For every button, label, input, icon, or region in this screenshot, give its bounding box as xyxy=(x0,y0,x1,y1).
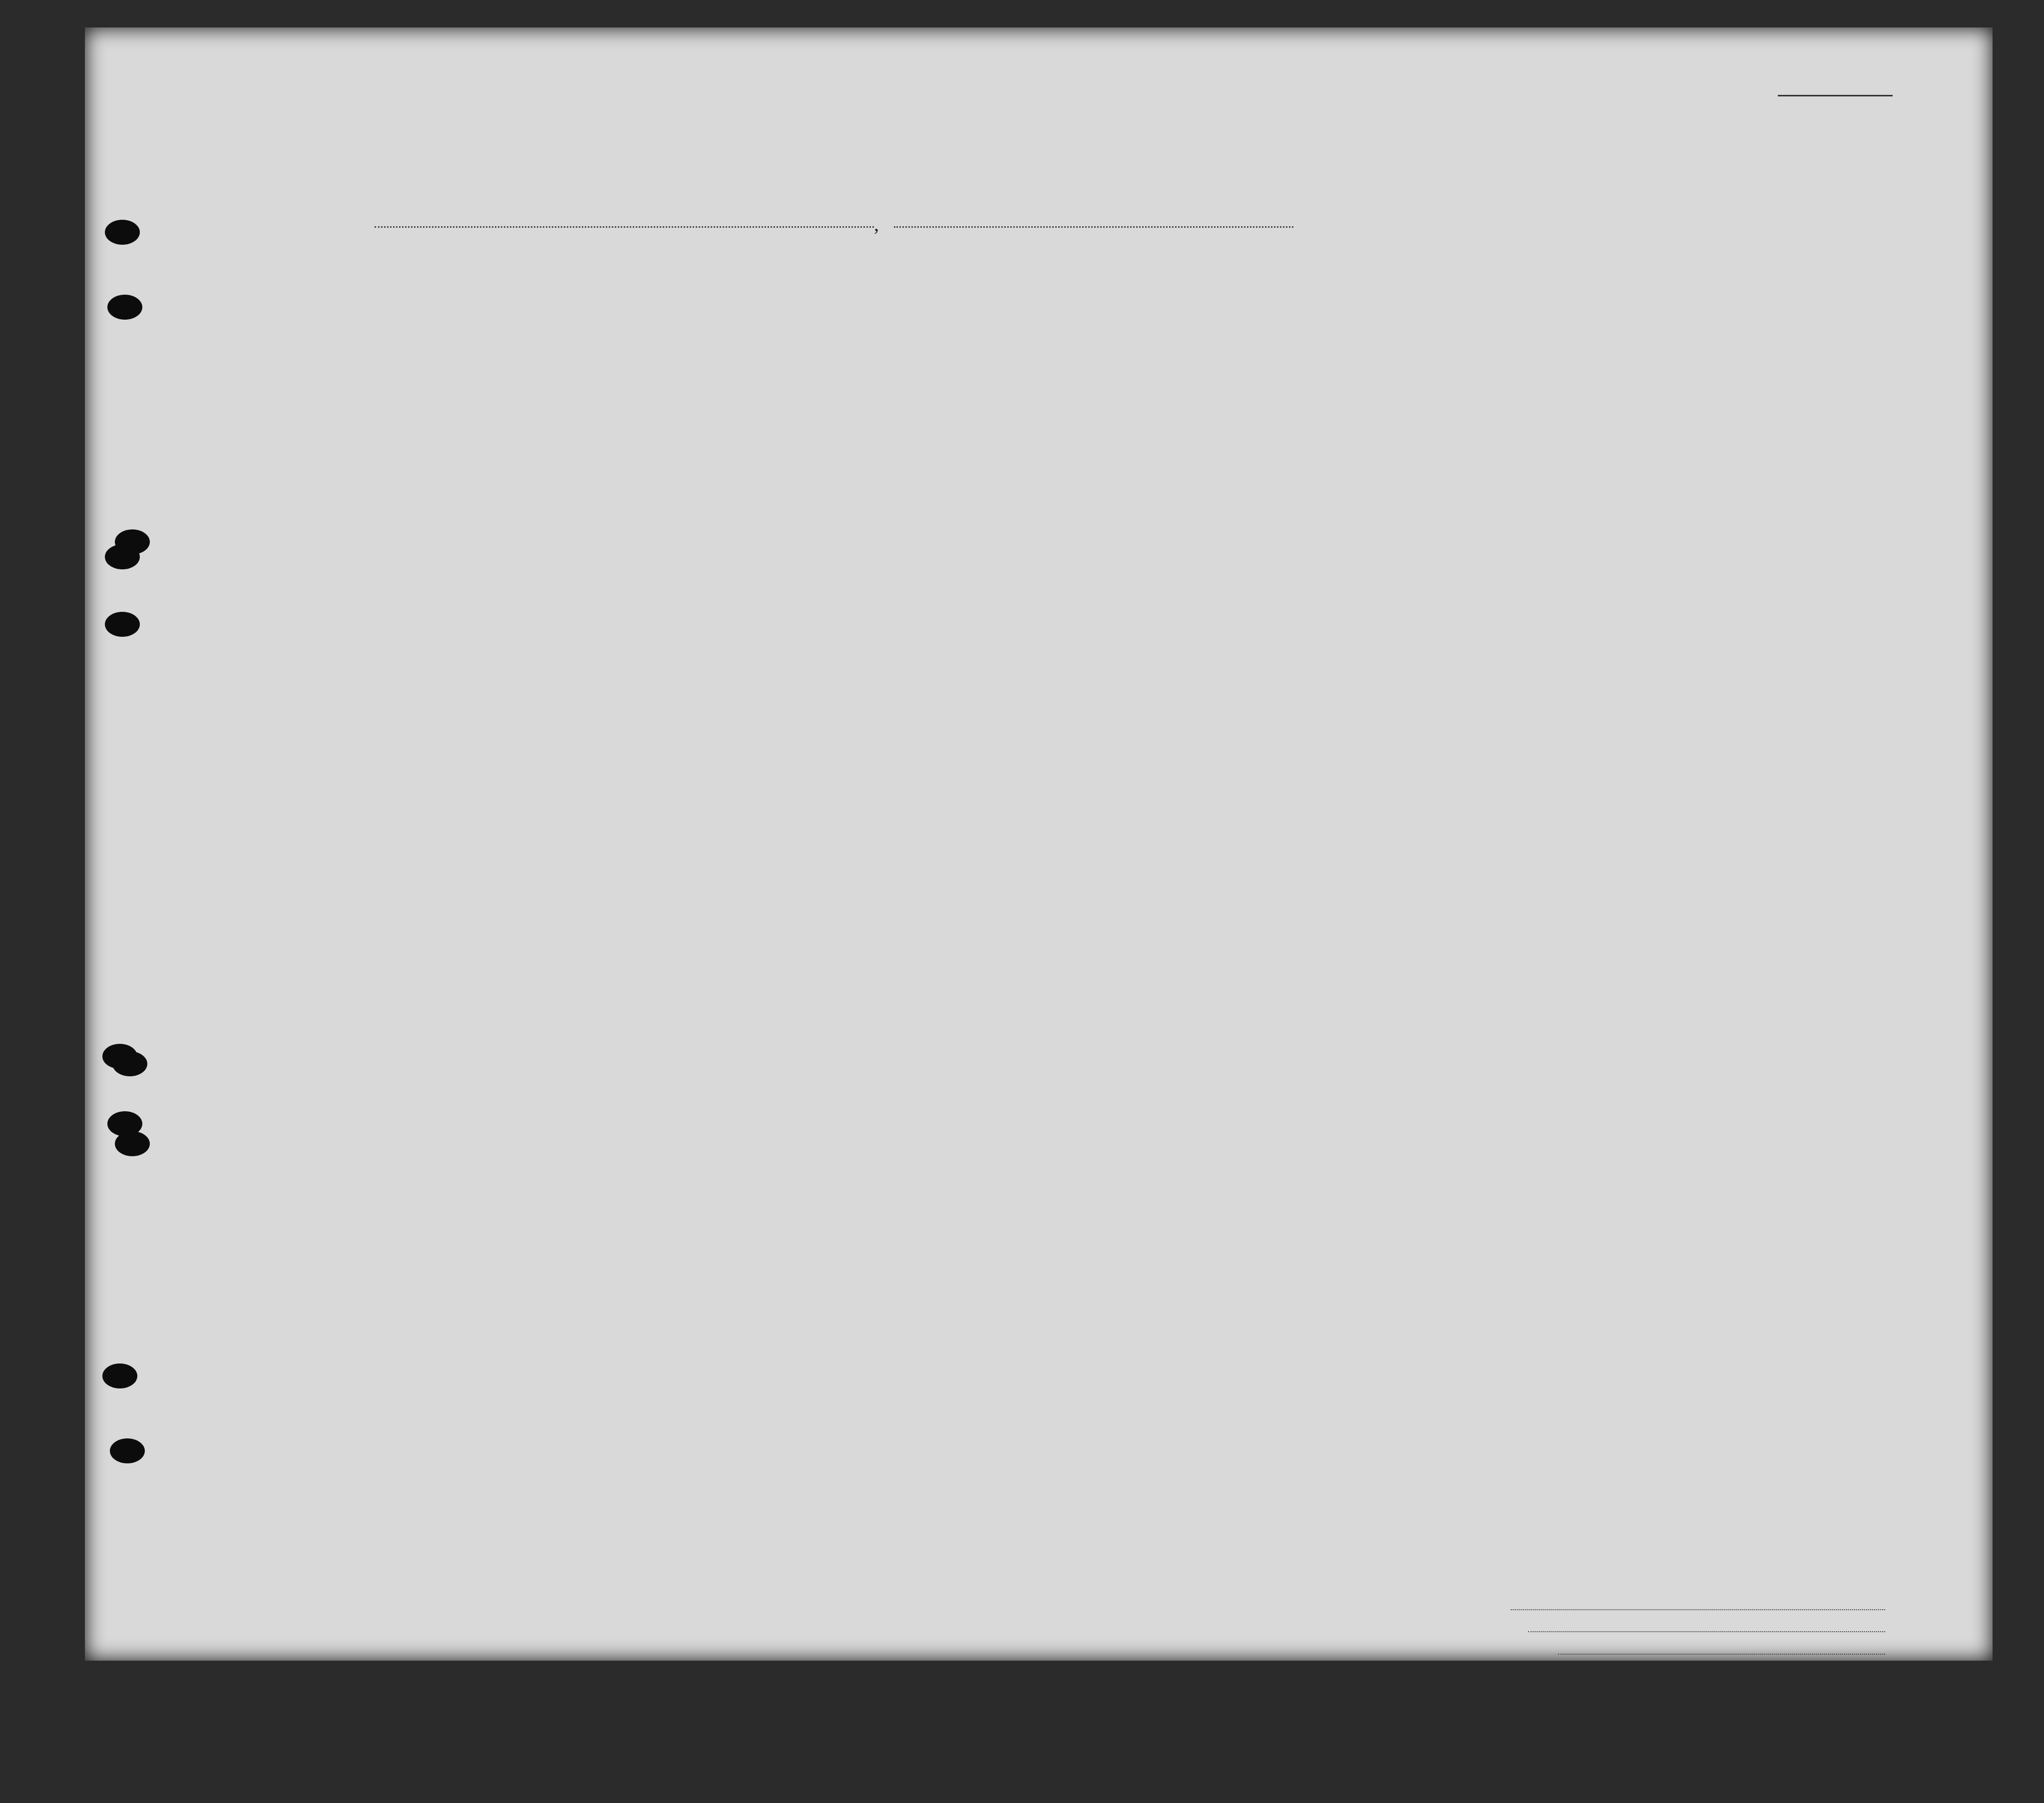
binder-hole xyxy=(105,544,140,569)
local-agents-field xyxy=(1558,1654,1885,1655)
binder-hole xyxy=(102,1363,137,1388)
table-ruling xyxy=(85,27,1993,1661)
binder-hole xyxy=(112,1051,147,1076)
line-field xyxy=(1511,1609,1885,1610)
comma-separator: , xyxy=(874,213,879,235)
binder-hole xyxy=(110,1438,145,1463)
binder-hole xyxy=(115,1131,150,1156)
binder-hole xyxy=(105,220,140,245)
binder-hole xyxy=(107,295,142,320)
manifest-sheet xyxy=(85,27,1993,1661)
binder-hole xyxy=(105,612,140,637)
owners-field xyxy=(1528,1631,1885,1632)
